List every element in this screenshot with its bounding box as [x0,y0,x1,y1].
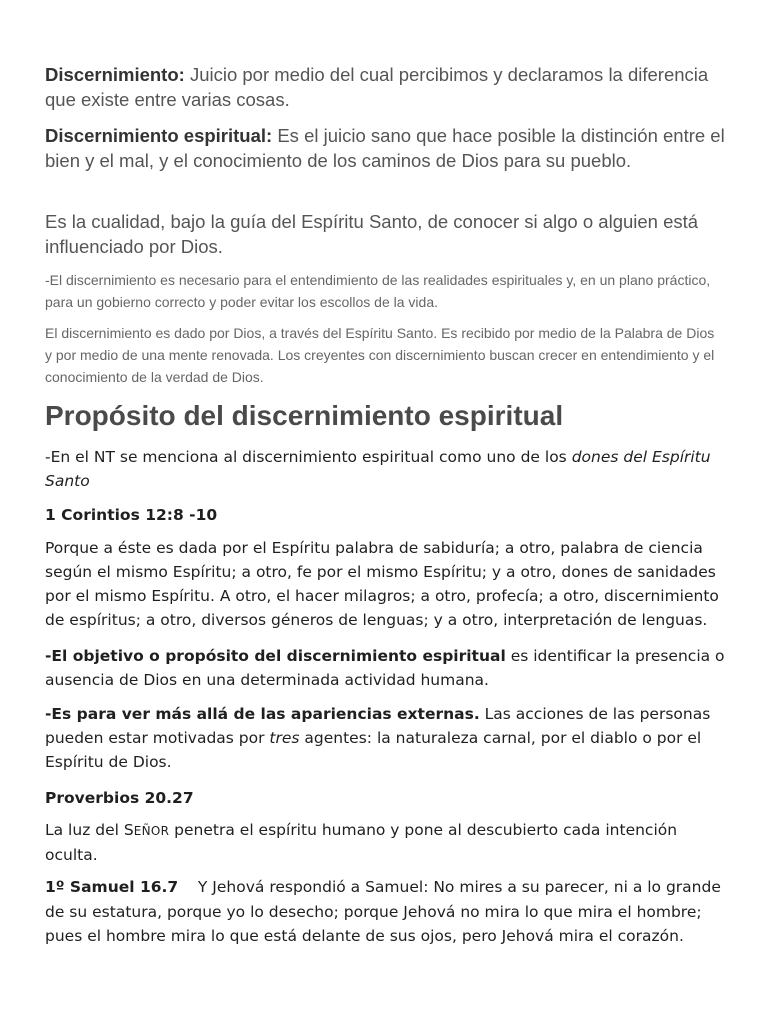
nt-text: -En el NT se menciona al discernimiento espiritual como uno de los [45,448,572,466]
samuel-ref: 1º Samuel 16.7 [45,878,179,896]
samuel-text: Y Jehová respondió a Samuel: No mires a su parecer, ni a lo grande de su estatura, porque yo lo desecho; porque Jehová no mira lo que mira el hombre; pues el hombre mira lo que está delante de sus ojos, pero Jehová mira el corazón. [45,878,726,945]
samuel-verse [45,875,725,949]
proverbs-before: La luz del S [45,821,134,839]
proverbs-smallcaps: EÑOR [133,824,170,838]
proverbs-after: penetra el espíritu humano y pone al descubierto cada intención oculta. [45,821,678,864]
appearances-bold: -Es para ver más allá de las apariencias externas. [45,705,480,723]
definition-discernimiento-espiritual [45,123,725,173]
objective-text: es identificar la presencia o ausencia de Dios en una determinada actividad humana. [45,647,725,689]
definition-term: Discernimiento: [45,64,185,85]
definition-discernimiento [45,62,725,112]
quality-paragraph: Es la cualidad, bajo la guía del Espíritu Santo, de conocer si algo o alguien está influenciado por Dios. [45,211,699,257]
nt-italic: dones del Espíritu Santo [45,448,711,490]
objective-bold: -El objetivo o propósito del discernimiento espiritual [45,647,506,665]
definition-term: Discernimiento espiritual: [45,125,273,146]
appearances-italic: tres [269,729,300,747]
small-paragraph-dado-por-dios: El discernimiento es dado por Dios, a través del Espíritu Santo. Es recibido por medio de la Palabra de Dios y por medio de una mente renovada. Los creyentes con discernimiento buscan crecer en entendimiento y el conocimiento de la verdad de Dios. [45,325,715,385]
corinthians-verse: Porque a éste es dada por el Espíritu palabra de sabiduría; a otro, palabra de ciencia según el mismo Espíritu; a otro, fe por el mismo Espíritu; y a otro, dones de sanidades por el mismo Espíritu. A otro, el hacer milagros; a otro, profecía; a otro, discernimiento de espíritus; a otro, diversos géneros de lenguas; y a otro, interpretación de lenguas. [45,539,719,629]
section-heading: Propósito del discernimiento espiritual [45,400,564,431]
appearances-text-after: agentes: la naturaleza carnal, por el diablo o por el Espíritu de Dios. [45,729,702,771]
appearances-text-before: Las acciones de las personas pueden estar motivadas por [45,705,711,747]
proverbs-verse [45,818,725,867]
objective-paragraph [45,644,725,692]
nt-paragraph [45,445,725,493]
definition-text: Es el juicio sano que hace posible la distinción entre el bien y el mal, y el conocimiento de los caminos de Dios para su pueblo. [45,125,725,171]
scripture-ref-corinthians: 1 Corintios 12:8 -10 [45,506,218,524]
small-paragraph-necesario: -El discernimiento es necesario para el entendimiento de las realidades espirituales y, en un plano práctico, para un gobierno correcto y poder evitar los escollos de la vida. [45,272,711,310]
scripture-ref-proverbs: Proverbios 20.27 [45,789,194,807]
definition-text: Juicio por medio del cual percibimos y declaramos la diferencia que existe entre varias cosas. [45,64,709,110]
appearances-paragraph [45,702,725,774]
